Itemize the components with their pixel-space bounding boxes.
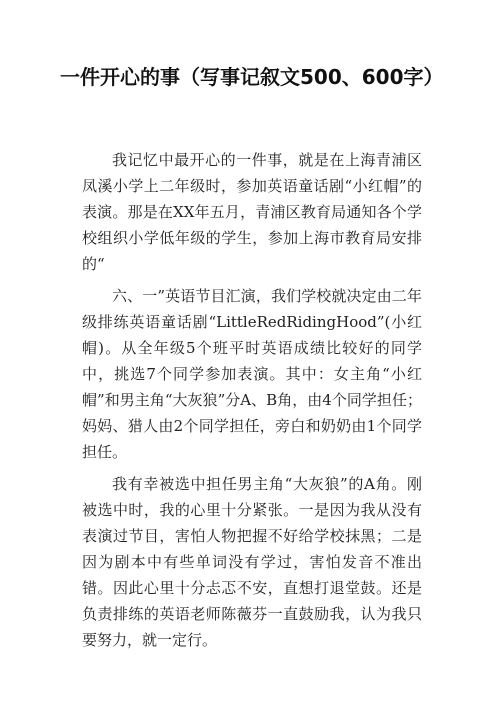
paragraph-3: 我有幸被选中担任男主角“大灰狼”的A角。刚被选中时，我的心里十分紧张。一是因为我从没有表演过节目，害怕人物把握不好给学校抹黑；二是因为剧本中有些单词没有学过，害怕发音不准出错。因此心里十分忐忑不安，直想打退堂鼓。还是负责排练的英语老师陈薇芬一直鼓励我，认为我只要努力，就一定行。 xyxy=(82,475,422,649)
paragraph-2: 六、一”英语节目汇演，我们学校就决定由二年级排练英语童话剧“LittleRedRidingHood”(小红帽)。从全年级5个班平时英语成绩比较好的同学中，挑选7个同学参加表演。其中：女主角“小红帽”和男主角“大灰狼”分A、B角，由4个同学担任；妈妈、猎人由2个同学担任，旁白和奶奶由1个同学担任。 xyxy=(82,287,422,461)
document-title: 一件开心的事（写事记叙文500、600字） xyxy=(60,65,444,89)
document-body xyxy=(82,147,422,659)
paragraph-1: 我记忆中最开心的一件事，就是在上海青浦区凤溪小学上二年级时，参加英语童话剧“小红帽”的表演。那是在XX年五月，青浦区教育局通知各个学校组织小学低年级的学生，参加上海市教育局安排的“ xyxy=(82,151,422,273)
